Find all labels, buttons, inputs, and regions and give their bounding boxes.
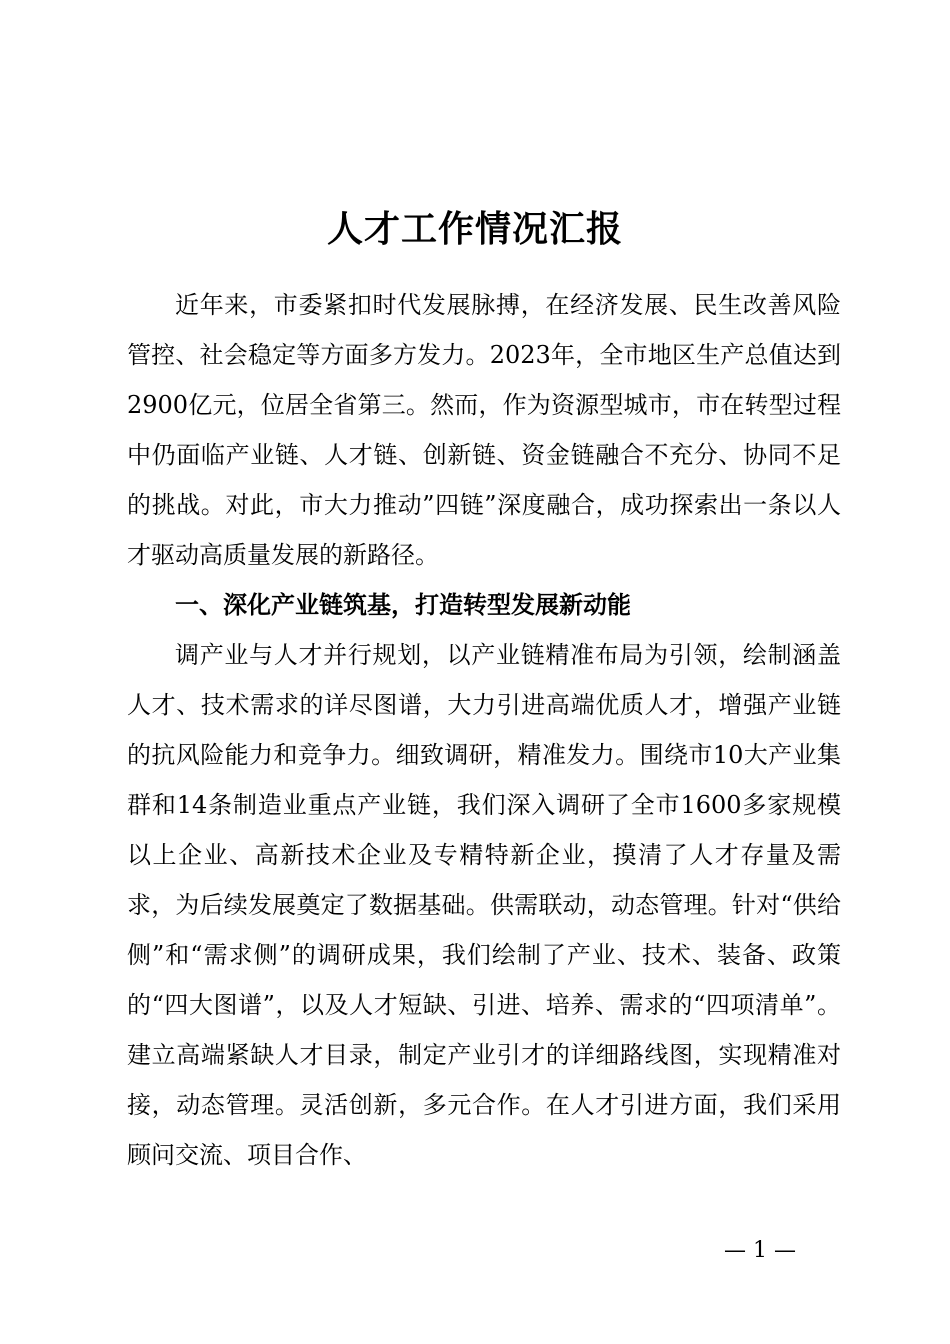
section-heading: 一、深化产业链筑基，打造转型发展新动能 — [175, 591, 631, 619]
document-body — [127, 280, 841, 1180]
page-number: — 1 — — [724, 1238, 796, 1263]
section-paragraph: 调产业与人才并行规划，以产业链精准布局为引领，绘制涵盖人才、技术需求的详尽图谱，大力引进高端优质人才，增强产业链的抗风险能力和竞争力。细致调研，精准发力。围绕市10大产业集群和14条制造业重点产业链，我们深入调研了全市1600多家规模以上企业、高新技术企业及专精特新企业，摸清了人才存量及需求，为后续发展奠定了数据基础。供需联动，动态管理。针对“供给侧”和“需求侧”的调研成果，我们绘制了产业、技术、装备、政策的“四大图谱”，以及人才短缺、引进、培养、需求的“四项清单”。建立高端紧缺人才目录，制定产业引才的详细路线图，实现精准对接，动态管理。灵活创新，多元合作。在人才引进方面，我们采用顾问交流、项目合作、 — [127, 641, 841, 1169]
intro-paragraph: 近年来，市委紧扣时代发展脉搏，在经济发展、民生改善风险管控、社会稳定等方面多方发力。2023年，全市地区生产总值达到2900亿元，位居全省第三。然而，作为资源型城市，市在转型过程中仍面临产业链、人才链、创新链、资金链融合不充分、协同不足的挑战。对此，市大力推动”四链”深度融合，成功探索出一条以人才驱动高质量发展的新路径。 — [127, 291, 841, 569]
page-title: 人才工作情况汇报 — [326, 209, 623, 251]
